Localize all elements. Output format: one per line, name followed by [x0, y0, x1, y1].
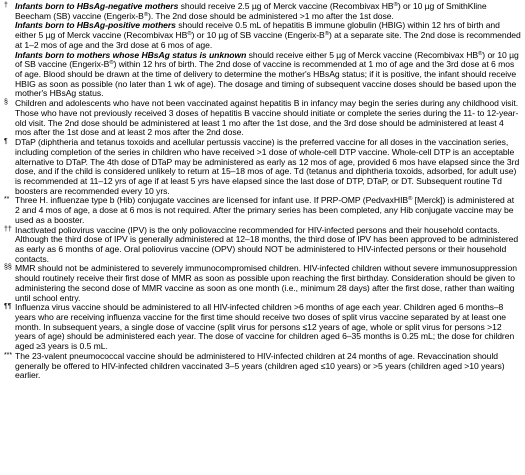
footnote-hib [4, 196, 521, 225]
footnote-mark: § [4, 99, 8, 107]
footnote-mark: ** [4, 196, 10, 204]
footnote-mark: † [4, 2, 8, 9]
paragraph-text: Children and adolescents who have not been vaccinated against hepatitis B in infancy may begin the series during any childhood visit. Those who have not previously received 3 doses of hepatitis B vaccine should initiate or complete the series during the 11- to 12-year-old visit. The 2nd dose should be administered at least 1 mo after the 1st dose, and the 3rd dose should be administered at least 4 mos after the 1st dose and at least 2 mos after the 2nd dose. [15, 98, 519, 138]
paragraph-lead: Infants born to mothers whose HBsAg status is unknown [15, 49, 247, 60]
footnote-paragraph [15, 21, 521, 50]
paragraph-text: The 23-valent pneumococcal vaccine should be administered to HIV-infected children at 24 months of age. Revaccination should generally be offered to HIV-infected children vaccinated 3–5 years (children aged ≤10 years) or >5 years (children aged >10 years) earlier. [15, 350, 505, 381]
paragraph-text: Influenza virus vaccine should be administered to all HIV-infected children >6 months of age each year. Children aged 6 months–8 years who are receiving influenza vaccine for the first time should receive two doses of split virus vaccine separated by at least one month. In subsequent years, a single dose of vaccine (split virus for persons ≤12 years of age, whole or split virus for persons >12 years of age) should be administered each year. The dose of vaccine for children aged 6–35 months is 0.25 mL; the dose for children aged ≥3 years is 0.5 mL. [15, 302, 515, 352]
footnote-paragraph [15, 99, 521, 138]
paragraph-lead: Infants born to HBsAg-negative mothers [15, 1, 179, 11]
footnote-paragraph [15, 51, 521, 100]
paragraph-text: Three H. influenzae type b (Hib) conjugate vaccines are licensed for infant use. If PRP-OMP (PedvaxHIB® [Merck]) is administered at 2 and 4 mos of age, a dose at 6 mos is not required. After the primary series has been completed, any Hib conjugate vaccine may be used as a booster. [15, 195, 515, 225]
footnote-mark: §§ [4, 264, 12, 272]
footnote-paragraph [15, 226, 521, 265]
footnote-paragraph [15, 196, 521, 225]
footnote-mark: ¶ [4, 138, 8, 146]
paragraph-text: should receive either 5 µg of Merck vaccine (Recombivax HB®) or 10 µg of SB vaccine (Engerix-B®) within 12 hrs of birth. The 2nd dose of vaccine is recommended at 1 mo of age and the 3rd dose at 6 mos of age. Blood should be drawn at the time of delivery to determine the mother's HBsAg status; if it is positive, the infant should receive HBIG as soon as possible (no later than 1 wk of age). The dosage and timing of subsequent vaccine doses should be based upon the mother's HBsAg status. [15, 49, 519, 99]
footnote-ipv [4, 226, 521, 265]
footnote-hepb-infants [4, 2, 521, 99]
footnote-paragraph [15, 352, 521, 381]
footnote-paragraph [15, 264, 521, 303]
footnote-pneumococcal [4, 352, 521, 381]
paragraph-text: DTaP (diphtheria and tetanus toxoids and acellular pertussis vaccine) is the preferred vaccine for all doses in the vaccination series, including completion of the series in children who have received >1 dose of whole-cell DTP vaccine. Whole-cell DTP is an acceptable alternative to DTaP. The 4th dose of DTaP may be administered as early as 12 mos of age, provided 6 mos have elapsed since the 3rd dose, and if the child is considered unlikely to return at 15–18 mos of age. Td (tetanus and diphtheria toxoids, adsorbed, for adult use) is recommended at 11–12 yrs of age if at least 5 yrs have elapsed since the last dose of DTP, DTaP, or DT. Subsequent routine Td boosters are recommended every 10 yrs. [15, 137, 520, 196]
footnote-mark: ¶¶ [4, 303, 12, 311]
footnote-influenza [4, 303, 521, 352]
footnote-paragraph [15, 2, 521, 21]
footnote-mark: *** [4, 351, 13, 359]
footnote-mark: †† [4, 225, 12, 233]
paragraph-text: should receive 0.5 mL of hepatitis B immune globulin (HBIG) within 12 hrs of birth and either 5 µg of Merck vaccine (Recombivax HB®) or 10 µg of SB vaccine (Engerix-B®) at a separate site. The 2nd dose is recommended at 1–2 mos of age and the 3rd dose at 6 mos of age. [15, 20, 521, 50]
footnote-mmr [4, 264, 521, 303]
footnote-paragraph [15, 138, 521, 196]
paragraph-text: should receive 2.5 µg of Merck vaccine (Recombivax HB®) or 10 µg of SmithKline Beecham (SB) vaccine (Engerix-B®). The 2nd dose should be administered >1 mo after the 1st dose. [15, 1, 487, 21]
paragraph-text: MMR should not be administered to severely immunocompromised children. HIV-infected children without severe immunosuppression should routinely receive their first dose of MMR as soon as possible upon reaching the first birthday. Consideration should be given to administering the second dose of MMR vaccine as soon as one month (i.e., minimum 28 days) after the first dose, rather than waiting until school entry. [15, 263, 517, 303]
footnote-paragraph [15, 303, 521, 352]
paragraph-text: Inactivated poliovirus vaccine (IPV) is the only poliovaccine recommended for HIV-infected persons and their household contacts. Although the third dose of IPV is generally administered at 12–18 months, the third dose of IPV has been approved to be administered as early as 6 months of age. Oral poliovirus vaccine (OPV) should NOT be administered to HIV-infected persons or their household contacts. [15, 224, 519, 264]
footnote-hepb-catchup [4, 99, 521, 138]
paragraph-lead: Infants born to HBsAg-positive mothers [15, 20, 176, 31]
footnote-dtap [4, 138, 521, 196]
